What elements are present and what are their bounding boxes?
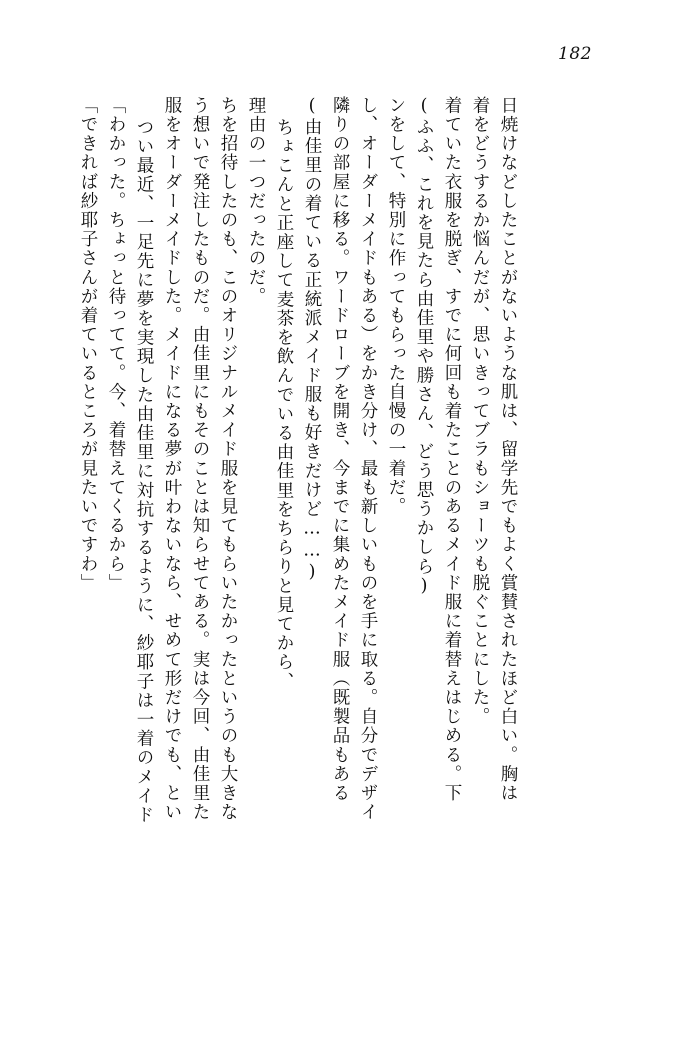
text-column: う想いで発注したものだ。由佳里にもそのことは知らせてある。実は今回、由佳里た <box>190 96 210 822</box>
text-column: 理由の一つだったのだ。 <box>246 96 266 307</box>
vertical-text-body <box>68 96 608 976</box>
text-column: ちを招待したのも、このオリジナルメイド服を見てもらいたかったというのも大きな <box>218 96 238 822</box>
text-column: 着ていた衣服を脱ぎ、すでに何回も着たことのあるメイド服に着替えはじめる。下 <box>442 96 462 803</box>
text-column: (由佳里の着ている正統派メイド服も好きだけど……) <box>302 96 322 584</box>
text-column: 着をどうするか悩んだが、思いきってブラもショーツも脱ぐことにした。 <box>470 96 490 727</box>
page-number: 182 <box>558 44 592 64</box>
text-column: 「わかった。ちょっと待ってて。今、着替えてくるから」 <box>106 96 126 593</box>
text-column: 服をオーダーメイドした。メイドになる夢が叶わないなら、せめて形だけでも、とい <box>162 96 182 822</box>
text-column: 隣りの部屋に移る。ワードローブを開き、今までに集めたメイド服（既製品もある <box>330 96 350 803</box>
text-column: 「できれば紗耶子さんが着ているところが見たいですわ」 <box>78 96 98 593</box>
text-column: (ふふ、これを見たら由佳里や勝さん、どう思うかしら) <box>414 96 434 598</box>
text-column: し、オーダーメイドもある）をかき分け、最も新しいものを手に取る。自分でデザイ <box>358 96 378 822</box>
text-column: つい最近、一足先に夢を実現した由佳里に対抗するように、紗耶子は一着のメイド <box>134 118 154 825</box>
text-column: 日焼けなどしたことがないような肌は、留学先でもよく賞賛されたほど白い。胸は <box>498 96 518 803</box>
text-column: ちょこんと正座して麦茶を飲んでいる由佳里をちらりと見てから、 <box>274 118 294 691</box>
text-column: ンをして、特別に作ってもらった自慢の一着だ。 <box>386 96 406 517</box>
